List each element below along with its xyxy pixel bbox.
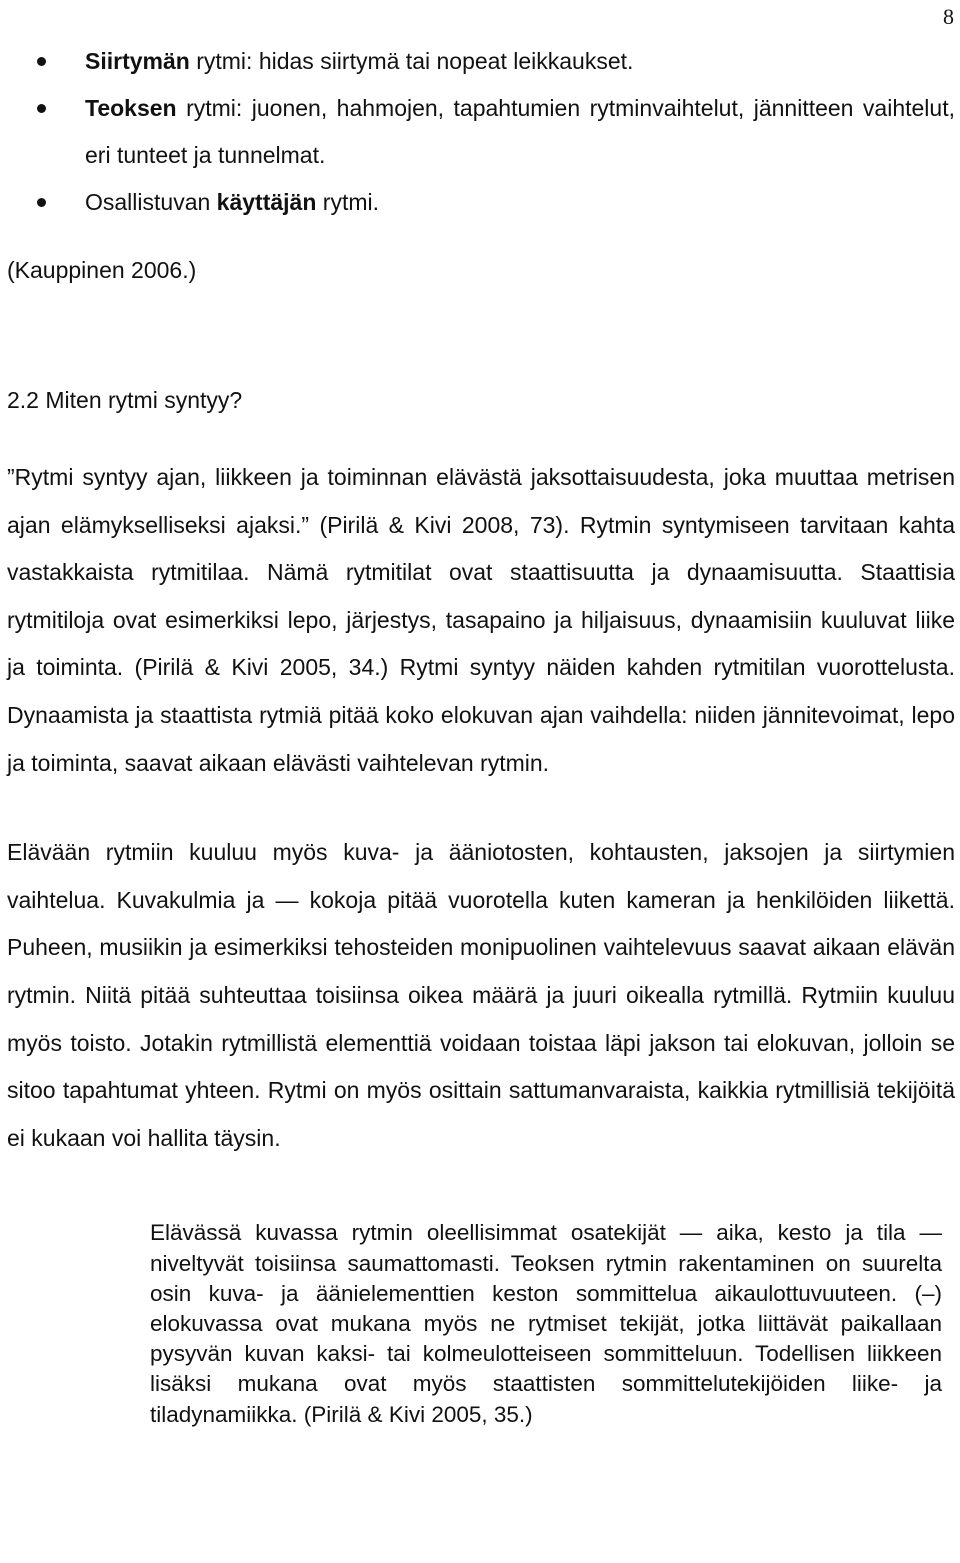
list-item-keyword: Teoksen: [85, 95, 177, 121]
list-item-text: rytmi.: [316, 189, 379, 215]
list-item: [7, 85, 955, 179]
body-paragraph: Elävään rytmiin kuuluu myös kuva- ja ääniotosten, kohtausten, jaksojen ja siirtymien vaihtelua. Kuvakulmia ja — kokoja pitää vuorotella kuten kameran ja henkilöiden liikettä. Puheen, musiikin ja esimerkiksi tehosteiden monipuolinen vaihtelevuus saavat aikaan elävän rytmin. Niitä pitää suhteuttaa toisiinsa oikea määrä ja juuri oikealla rytmillä. Rytmiin kuuluu myös toisto. Jotakin rytmillistä elementtiä voidaan toistaa läpi jakson tai elokuvan, jolloin se sitoo tapahtumat yhteen. Rytmi on myös osittain sattumanvaraista, kaikkia rytmillisiä tekijöitä ei kukaan voi hallita täysin.: [7, 839, 955, 1151]
source-citation: (Kauppinen 2006.): [7, 257, 197, 283]
list-item-prefix: Osallistuvan: [85, 189, 217, 215]
list-item-text: rytmi: hidas siirtymä tai nopeat leikkaukset.: [189, 48, 634, 74]
bullet-icon: [37, 57, 46, 66]
block-quote: Elävässä kuvassa rytmin oleellisimmat osatekijät — aika, kesto ja tila — niveltyvät toisiinsa saumattomasti. Teoksen rytmin rakentaminen on suurelta osin kuva- ja äänielementtien keston sommittelua aikaulottuvuuteen. (–) elokuvassa ovat mukana myös ne rytmiset tekijät, jotka liittävät paikallaan pysyvän kuvan kaksi- tai kolmeulotteiseen sommitteluun. Todellisen liikkeen lisäksi mukana ovat myös staattisten sommittelutekijöiden liike- ja tiladynamiikka. (Pirilä & Kivi 2005, 35.): [150, 1220, 942, 1427]
list-item-keyword: käyttäjän: [216, 189, 317, 215]
list-item-text: rytmi: juonen, hahmojen, tapahtumien rytminvaihtelut, jännitteen vaihtelut, eri tunteet ja tunnelmat.: [85, 95, 955, 168]
list-item-keyword: Siirtymän: [85, 48, 190, 74]
bullet-icon: [37, 104, 46, 113]
bullet-icon: [37, 198, 46, 207]
body-paragraph: ”Rytmi syntyy ajan, liikkeen ja toiminnan elävästä jaksottaisuudesta, joka muuttaa metrisen ajan elämykselliseksi ajaksi.” (Pirilä & Kivi 2008, 73). Rytmin syntymiseen tarvitaan kahta vastakkaista rytmitilaa. Nämä rytmitilat ovat staattisuutta ja dynaamisuutta. Staattisia rytmitiloja ovat esimerkiksi lepo, järjestys, tasapaino ja hiljaisuus, dynaamisiin kuuluvat liike ja toiminta. (Pirilä & Kivi 2005, 34.) Rytmi syntyy näiden kahden rytmitilan vuorottelusta. Dynaamista ja staattista rytmiä pitää koko elokuvan ajan vaihdella: niiden jännitevoimat, lepo ja toiminta, saavat aikaan elävästi vaihtelevan rytmin.: [7, 464, 955, 776]
rhythm-types-list: [7, 38, 955, 226]
page-number: 8: [943, 4, 954, 29]
document-body: [7, 38, 955, 1430]
list-item: [7, 179, 955, 226]
section-heading: 2.2 Miten rytmi syntyy?: [7, 387, 243, 413]
list-item: [7, 38, 955, 85]
